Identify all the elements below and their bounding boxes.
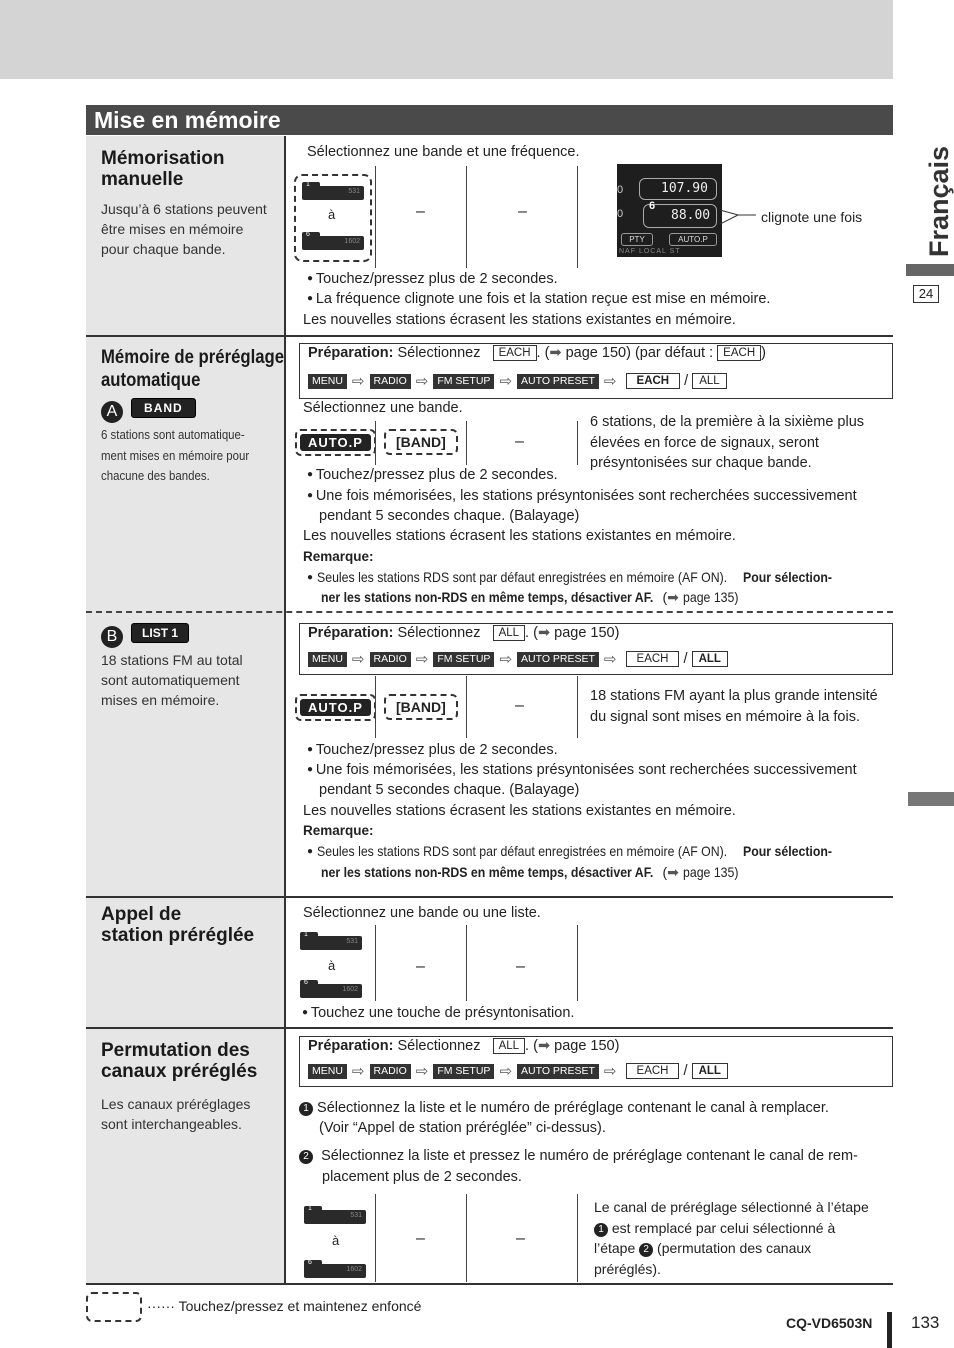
separator-dashed (86, 611, 893, 613)
prep-text: Sélectionnez (397, 1038, 481, 1054)
mode-a-indicator (101, 398, 196, 423)
mode-a-description (101, 425, 295, 487)
band-button-a[interactable]: [BAND] (384, 429, 458, 455)
manual-bullet: ● La fréquence clignote une fois et la station reçue est mise en mémoire. (307, 289, 770, 310)
language-tab (906, 145, 954, 264)
band-button-icon: BAND (131, 398, 196, 418)
remark-a: ● Seules les stations RDS sont par défaut enregistrées en mémoire (AF ON). Pour sélection- (307, 567, 844, 589)
manual-instruction: Sélectionnez une bande et une fréquence. (307, 144, 580, 160)
remark-label-b: Remarque: (303, 823, 374, 838)
separator-bottom (86, 1283, 893, 1285)
cell-divider (375, 166, 376, 268)
mode-b-desc-line: 18 stations FM au total (101, 652, 243, 668)
prep-default-box: EACH (717, 345, 761, 361)
model-number: CQ-VD6503N (786, 1315, 873, 1331)
swap-step2 (299, 1146, 858, 1167)
mode-b-indicator (101, 623, 189, 648)
remark-b-cont: ner les stations non-RDS en même temps, désactiver AF. (➡ page 135) (321, 862, 746, 883)
auto-heading-line1: Mémoire de préréglage (101, 347, 285, 368)
manual-heading-line1: Mémorisation (101, 148, 225, 169)
column-divider (284, 136, 286, 1284)
cell-divider (577, 1194, 578, 1282)
mode-b-description (101, 650, 243, 710)
manual-note: Les nouvelles stations écrasent les stations existantes en mémoire. (303, 312, 736, 328)
manual-bullet: ● Touchez/pressez plus de 2 secondes. (307, 269, 558, 290)
step-dash: – (416, 203, 425, 220)
preset-button-1[interactable] (300, 932, 362, 950)
remark-page-ref: page 135) (682, 864, 739, 880)
manual-desc-line: Jusqu’à 6 stations peuvent (101, 201, 267, 217)
auto-a-bullet: ● Touchez/pressez plus de 2 secondes. (307, 465, 558, 486)
display-status: NAF LOCAL ST (619, 248, 681, 255)
preset-number: 1 (306, 181, 310, 188)
mode-b-desc-line: mises en mémoire. (101, 692, 220, 708)
remark-page-ref: page 135) (682, 589, 739, 605)
preset-button-1[interactable] (302, 182, 364, 200)
section-title-bar (86, 105, 893, 135)
cell-divider (375, 676, 376, 738)
preset-number: 1 (304, 931, 308, 938)
preset-value: 531 (346, 938, 358, 945)
option-all: ALL (692, 373, 726, 389)
mode-b-desc-line: sont automatiquement (101, 672, 240, 688)
step-dash: – (515, 697, 524, 714)
remark-bold: ner les stations non-RDS en même temps, désactiver AF. (321, 864, 654, 880)
preparation-box-c: Préparation: Sélectionnez ALL . (➡ page 150) MENU ⇨ RADIO ⇨ FM SETUP ⇨ AUTO PRESET ⇨ EACH / ALL (299, 1036, 893, 1087)
auto-heading-line2: automatique (101, 370, 201, 391)
auto-a-bullet-cont: pendant 5 secondes chaque. (Balayage) (319, 508, 580, 524)
mode-a-desc-line: ment mises en mémoire pour (101, 447, 250, 463)
preset-number: 6 (306, 231, 310, 238)
separator-1 (86, 335, 893, 337)
prep-page-ref: page 150) (554, 625, 620, 641)
mode-a-desc-line: chacune des bandes. (101, 468, 210, 483)
manual-description (101, 199, 267, 259)
preset-button-6[interactable] (302, 232, 364, 250)
auto-preset-chip: AUTO PRESET (517, 374, 599, 389)
auto-b-bullet: ● Touchez/pressez plus de 2 secondes. (307, 740, 558, 761)
manual-heading-line2: manuelle (101, 169, 184, 190)
cell-divider (375, 1194, 376, 1282)
step1-text-cont: (Voir “Appel de station préréglée” ci-dessus). (319, 1120, 606, 1136)
radio-display: 107.90 0 0 6 88.00 PTY AUTO.P NAF LOCAL ST (617, 164, 722, 257)
recall-instruction: Sélectionnez une bande ou une liste. (303, 905, 541, 921)
preset-value: 531 (350, 1212, 362, 1219)
radio-chip: RADIO (370, 1064, 411, 1079)
cell-divider (466, 1194, 467, 1282)
manual-desc-line: pour chaque bande. (101, 241, 226, 257)
prep-label: Préparation: (308, 345, 394, 361)
swap-result (594, 1197, 869, 1279)
recall-bullet: ● Touchez une touche de présyntonisation. (302, 1003, 574, 1024)
swap-result-line: l’étape (594, 1240, 636, 1256)
autop-button-a[interactable] (295, 429, 376, 456)
result-a-line: présyntonisées sur chaque bande. (590, 455, 812, 471)
option-each: EACH (626, 373, 681, 389)
auto-a-bullet: ● Une fois mémorisées, les stations présyntonisées sont recherchées successivement (307, 486, 857, 507)
display-channel: 6 (649, 200, 656, 212)
swap-heading (101, 1040, 257, 1082)
auto-preset-chip: AUTO PRESET (517, 1064, 599, 1079)
cell-divider (466, 925, 467, 1001)
range-a-label: à (332, 1233, 340, 1248)
prep-value-box: ALL (493, 625, 525, 641)
legend-dashed-box (86, 1292, 142, 1322)
step-dash: – (416, 958, 425, 975)
top-banner (0, 0, 893, 79)
range-a-label: à (328, 958, 336, 973)
remark-text: Seules les stations RDS sont par défaut enregistrées en mémoire (AF ON). (316, 569, 728, 585)
result-b-line: 18 stations FM ayant la plus grande intensité (590, 688, 878, 704)
radio-chip: RADIO (370, 374, 411, 389)
footer-rule (887, 1312, 892, 1348)
auto-heading (101, 347, 286, 391)
side-marker (908, 792, 954, 806)
cell-divider (466, 421, 467, 465)
prep-page-ref: page 150) (par défaut : (565, 345, 714, 361)
section-title: Mise en mémoire (94, 107, 281, 133)
swap-desc-line: sont interchangeables. (101, 1116, 242, 1132)
autop-label: AUTO.P (300, 699, 371, 716)
step-dash: – (416, 1230, 425, 1247)
prep-text: Sélectionnez (397, 345, 481, 361)
prep-label: Préparation: (308, 625, 394, 641)
band-button-b[interactable]: [BAND] (384, 694, 458, 720)
page-number: 133 (911, 1313, 940, 1332)
swap-description (101, 1094, 250, 1134)
fm-setup-chip: FM SETUP (433, 374, 494, 389)
preset-number: 6 (304, 979, 308, 986)
menu-path-b: MENU ⇨ RADIO ⇨ FM SETUP ⇨ AUTO PRESET ⇨ EACH / ALL (308, 650, 728, 668)
prep-text: Sélectionnez (397, 625, 481, 641)
cell-divider (577, 421, 578, 465)
display-freq-2: 88.00 (671, 208, 711, 223)
menu-chip: MENU (308, 374, 347, 389)
manual-desc-line: être mises en mémoire (101, 221, 244, 237)
step-2-marker: 2 (639, 1243, 653, 1257)
preset-button-6[interactable] (300, 980, 362, 998)
blink-note: clignote une fois (761, 209, 863, 225)
step1-text: Sélectionnez la liste et le numéro de préréglage contenant le canal à remplacer. (317, 1100, 829, 1116)
preset-value: 1602 (344, 238, 360, 245)
autop-label: AUTO.P (300, 434, 371, 451)
cell-divider (466, 166, 467, 268)
preparation-box-a: Préparation: Sélectionnez EACH . (➡ page 150) (par défaut : EACH ) MENU ⇨ RADIO ⇨ FM SETUP ⇨ AUTO PRESET ⇨ EACH / ALL (299, 343, 893, 399)
mode-a-desc-line: 6 stations sont automatique- (101, 427, 245, 442)
cell-divider (375, 421, 376, 465)
option-each: EACH (626, 1063, 680, 1079)
auto-a-note: Les nouvelles stations écrasent les stations existantes en mémoire. (303, 528, 736, 544)
remark-b: ● Seules les stations RDS sont par défaut enregistrées en mémoire (AF ON). Pour sélection- (307, 841, 844, 863)
option-all: ALL (692, 1063, 728, 1079)
preset-value: 1602 (346, 1266, 362, 1273)
step-2-marker: 2 (299, 1150, 313, 1164)
cell-divider (577, 676, 578, 738)
blink-pointer-lines (720, 200, 760, 230)
auto-preset-chip: AUTO PRESET (517, 652, 599, 667)
result-a (590, 412, 864, 474)
swap-result-line: (permutation des canaux (657, 1240, 812, 1256)
manual-heading (101, 148, 225, 190)
menu-chip: MENU (308, 1064, 347, 1079)
display-pty: PTY (621, 233, 653, 246)
auto-b-note: Les nouvelles stations écrasent les stations existantes en mémoire. (303, 803, 736, 819)
step-dash: – (515, 433, 524, 450)
display-freq-1: 107.90 (661, 181, 708, 196)
step2-text: Sélectionnez la liste et pressez le numéro de préréglage contenant le canal de rem- (321, 1148, 858, 1164)
step-1-marker: 1 (299, 1102, 313, 1116)
select-band-instruction: Sélectionnez une bande. (303, 400, 463, 416)
option-each: EACH (626, 651, 680, 667)
remark-text: Seules les stations RDS sont par défaut enregistrées en mémoire (AF ON). (316, 843, 728, 859)
preparation-box-b: Préparation: Sélectionnez ALL . (➡ page 150) MENU ⇨ RADIO ⇨ FM SETUP ⇨ AUTO PRESET ⇨ EACH / ALL (299, 623, 893, 675)
auto-b-bullet-cont: pendant 5 secondes chaque. (Balayage) (319, 782, 580, 798)
recall-heading-line1: Appel de (101, 904, 182, 925)
fm-setup-chip: FM SETUP (433, 1064, 494, 1079)
swap-result-line: est remplacé par celui sélectionné à (611, 1219, 836, 1236)
step-dash: – (518, 203, 527, 220)
step-1-marker: 1 (594, 1223, 608, 1237)
autop-button-b[interactable] (295, 694, 376, 721)
remark-bold: Pour sélection- (742, 843, 832, 859)
result-b (590, 686, 878, 727)
step-dash: – (516, 1230, 525, 1247)
radio-chip: RADIO (370, 652, 411, 667)
legend-text: ······ Touchez/pressez et maintenez enfoncé (147, 1298, 422, 1314)
preset-value: 1602 (342, 986, 358, 993)
list1-button-icon: LIST 1 (131, 623, 189, 643)
cell-divider (577, 925, 578, 1001)
preset-number: 1 (308, 1205, 312, 1212)
menu-path-a: MENU ⇨ RADIO ⇨ FM SETUP ⇨ AUTO PRESET ⇨ EACH / ALL (308, 372, 727, 390)
step2-text-cont: placement plus de 2 secondes. (322, 1169, 522, 1185)
page-ref-box: 24 (913, 285, 939, 303)
preset-value: 531 (348, 188, 360, 195)
separator-3 (86, 896, 893, 898)
separator-4 (86, 1027, 893, 1029)
cell-divider (577, 166, 578, 268)
cell-divider (375, 925, 376, 1001)
preset-buttons-group[interactable] (294, 174, 372, 262)
preset-button-6[interactable] (304, 1260, 366, 1278)
recall-heading-line2: station préréglée (101, 925, 255, 946)
auto-b-bullet: ● Une fois mémorisées, les stations présyntonisées sont recherchées successivement (307, 760, 857, 781)
option-all: ALL (692, 651, 728, 667)
cell-divider (466, 676, 467, 738)
prep-page-ref: page 150) (554, 1038, 620, 1054)
swap-step1 (299, 1098, 829, 1119)
preset-number: 6 (308, 1259, 312, 1266)
result-a-line: élevées en force de signaux, seront (590, 434, 819, 451)
language-tab-label: Français (924, 145, 954, 258)
remark-a-cont: ner les stations non-RDS en même temps, désactiver AF. (➡ page 135) (321, 587, 746, 608)
recall-heading (101, 904, 254, 946)
mode-b-letter: B (101, 626, 123, 648)
remark-bold: Pour sélection- (742, 569, 832, 585)
swap-result-line: Le canal de préréglage sélectionné à l’étape (594, 1199, 869, 1215)
step-dash: – (516, 958, 525, 975)
fm-setup-chip: FM SETUP (433, 652, 494, 667)
swap-desc-line: Les canaux préréglages (101, 1096, 251, 1112)
result-b-line: du signal sont mises en mémoire à la fois. (590, 708, 860, 725)
remark-label-a: Remarque: (303, 549, 374, 564)
swap-heading-line1: Permutation des (101, 1040, 250, 1061)
menu-path-c: MENU ⇨ RADIO ⇨ FM SETUP ⇨ AUTO PRESET ⇨ EACH / ALL (308, 1062, 728, 1080)
swap-heading-line2: canaux préréglés (101, 1061, 258, 1082)
display-autop: AUTO.P (669, 233, 717, 246)
menu-chip: MENU (308, 652, 347, 667)
range-a-label: à (328, 207, 336, 222)
mode-a-letter: A (101, 401, 123, 423)
preset-button-1[interactable] (304, 1206, 366, 1224)
prep-label: Préparation: (308, 1038, 394, 1054)
prep-value-box: EACH (493, 345, 537, 361)
prep-value-box: ALL (493, 1038, 525, 1054)
result-a-line: 6 stations, de la première à la sixième plus (590, 414, 865, 430)
remark-bold: ner les stations non-RDS en même temps, désactiver AF. (321, 589, 654, 605)
swap-result-line: préréglés). (594, 1260, 661, 1277)
